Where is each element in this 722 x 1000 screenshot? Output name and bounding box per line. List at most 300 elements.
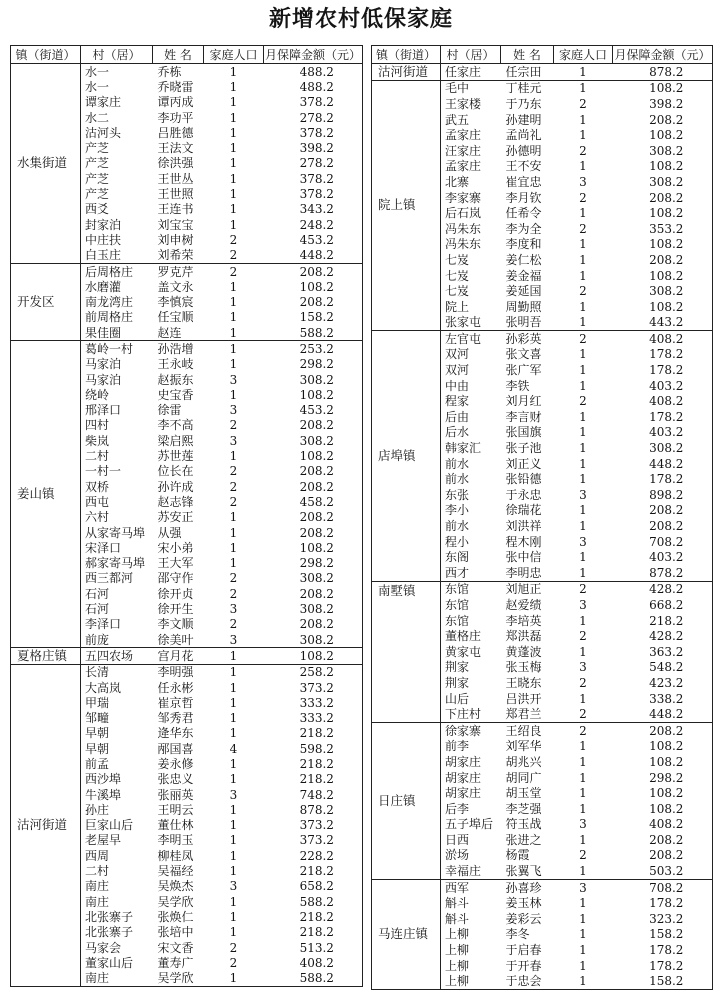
household-size-cell: 2 — [579, 394, 587, 409]
amount-cell: 178.2 — [649, 958, 684, 973]
name-cell: 姜永修 — [157, 757, 194, 771]
amount-cell: 333.2 — [299, 695, 334, 710]
household-size-cell: 1 — [229, 95, 238, 110]
amount-cell: 488.2 — [299, 64, 334, 79]
town-cell: 水集街道 — [11, 64, 81, 264]
name-cell: 孟尚礼 — [505, 128, 542, 143]
village-cell: 西沙埠 — [85, 772, 122, 787]
name-cell: 逄华东 — [157, 726, 194, 741]
name-cell: 程木刚 — [505, 534, 542, 549]
amount-cell: 408.2 — [299, 955, 334, 970]
village-cell: 沽河头 — [85, 125, 122, 140]
left-table-body — [11, 64, 363, 987]
town-cell: 沽河街道 — [11, 664, 81, 986]
village-cell: 后周格庄 — [81, 263, 153, 279]
amount-cell: 108.2 — [649, 237, 684, 252]
amount-cell: 178.2 — [649, 472, 684, 487]
name-cell: 孙喜珍 — [501, 879, 554, 895]
amount-cell: 108.2 — [649, 128, 684, 143]
name-cell: 刘旭正 — [501, 581, 554, 597]
name-cell: 徐开贞 — [157, 586, 194, 601]
village-cell: 白玉庄 — [85, 248, 122, 263]
name-cell: 吴焕杰 — [157, 879, 194, 894]
name-cell: 王世照 — [157, 187, 194, 202]
household-size-cell: 2 — [579, 629, 587, 644]
village-cell: 日西 — [445, 832, 470, 847]
header-village: 村（居） — [81, 46, 153, 64]
household-size-cell: 1 — [579, 503, 587, 518]
amount-cell: 108.2 — [264, 648, 363, 664]
town-cell: 院上镇 — [372, 80, 441, 331]
name-cell: 王不安 — [505, 159, 542, 174]
amount-cell: 428.2 — [649, 629, 684, 644]
amount-cell: 308.2 — [299, 433, 334, 448]
name-cell: 郑君兰 — [505, 707, 542, 722]
name-cell: 符玉战 — [505, 817, 542, 832]
name-cell: 丁桂元 — [501, 80, 554, 96]
amount-cell: 108.2 — [649, 159, 684, 174]
name-cell: 董寿广 — [157, 955, 194, 970]
name-cell: 刘洪祥 — [505, 519, 542, 534]
village-cell: 程小 — [445, 534, 470, 549]
household-size-cell: 1 — [229, 141, 238, 156]
village-cell: 水一 — [85, 79, 110, 94]
household-size-cell: 1 — [229, 802, 238, 817]
amount-cell: 108.2 — [649, 268, 684, 283]
village-cell: 北寨 — [445, 174, 470, 189]
village-cell: 董家山后 — [85, 955, 134, 970]
village-cell: 斛斗 — [445, 896, 470, 911]
village-cell: 左官屯 — [441, 331, 501, 347]
household-size-cell: 1 — [229, 510, 238, 525]
household-size-cell: 1 — [579, 363, 587, 378]
amount-cell: 278.2 — [299, 156, 334, 171]
amount-cell: 588.2 — [299, 325, 334, 340]
name-cell: 于启春 — [505, 943, 542, 958]
name-cell: 李言财 — [505, 409, 542, 424]
table-row — [11, 648, 363, 664]
name-cell: 李铁 — [505, 378, 530, 393]
name-cell: 胡兆兴 — [505, 754, 542, 769]
household-size-cell: 2 — [554, 331, 613, 347]
household-size-cell: 1 — [579, 159, 587, 174]
name-cell: 于忠会 — [505, 974, 542, 989]
town-cell: 日庄镇 — [372, 722, 441, 879]
name-cell: 赵志锋 — [157, 494, 194, 509]
name-cell: 王连书 — [157, 202, 194, 217]
village-cell: 六村 — [85, 510, 110, 525]
village-cell: 南龙湾庄 — [85, 295, 134, 310]
household-size-cell: 2 — [229, 418, 238, 433]
amount-cell: 363.2 — [649, 644, 684, 659]
household-size-cell: 1 — [229, 202, 238, 217]
village-cell: 孟家庄 — [445, 128, 482, 143]
household-size-cell: 1 — [229, 171, 238, 186]
village-cell: 幸福庄 — [445, 864, 482, 879]
name-cell: 赵爱绩 — [505, 597, 542, 612]
household-size-cell: 1 — [229, 833, 238, 848]
name-cell: 张焕仁 — [157, 909, 194, 924]
village-cell: 封家泊 — [85, 217, 122, 232]
household-size-cell: 1 — [579, 128, 587, 143]
amount-cell: 458.2 — [299, 494, 334, 509]
amount-cell: 378.2 — [299, 187, 334, 202]
household-size-cell: 1 — [579, 691, 587, 706]
household-size-cell: 3 — [579, 174, 587, 189]
village-cell: 老屋早 — [85, 833, 122, 848]
amount-cell: 278.2 — [299, 110, 334, 125]
amount-cell: 108.2 — [649, 754, 684, 769]
household-size-cell: 1 — [229, 279, 238, 294]
name-cell: 于永忠 — [505, 487, 542, 502]
name-cell: 张忠义 — [157, 772, 194, 787]
household-size-cell: 1 — [579, 425, 587, 440]
amount-cell: 308.2 — [649, 143, 684, 158]
name-cell: 李月钦 — [505, 190, 542, 205]
household-size-cell: 1 — [579, 206, 587, 221]
amount-cell: 403.2 — [649, 378, 684, 393]
village-cell: 巨家山后 — [85, 818, 134, 833]
amount-cell: 248.2 — [299, 217, 334, 232]
amount-cell: 208.2 — [299, 586, 334, 601]
name-cell: 孙彩英 — [501, 331, 554, 347]
name-cell: 姜延国 — [505, 284, 542, 299]
amount-cell: 208.2 — [299, 464, 334, 479]
village-cell: 黄家屯 — [445, 644, 482, 659]
household-size-cell: 1 — [579, 550, 587, 565]
amount-cell: 178.2 — [649, 943, 684, 958]
amount-cell: 298.2 — [299, 357, 334, 372]
name-cell: 李功平 — [157, 110, 194, 125]
household-size-cell: 1 — [229, 848, 238, 863]
amount-cell: 448.2 — [649, 456, 684, 471]
village-cell: 七岌 — [445, 252, 470, 267]
village-cell: 双河 — [445, 363, 470, 378]
header-village: 村（居） — [441, 46, 501, 64]
name-cell: 王绍良 — [501, 722, 554, 738]
amount-cell: 343.2 — [299, 202, 334, 217]
household-size-cell: 3 — [579, 817, 587, 832]
left-table — [10, 45, 363, 987]
name-cell: 张铅德 — [505, 472, 542, 487]
name-cell: 崔京哲 — [157, 695, 194, 710]
amount-cell: 488.2 — [299, 79, 334, 94]
name-cell: 张翼飞 — [505, 864, 542, 879]
village-cell: 北张寨子 — [85, 925, 134, 940]
amount-cell: 503.2 — [649, 864, 684, 879]
name-cell: 苏安正 — [157, 510, 194, 525]
household-size-cell: 1 — [229, 711, 238, 726]
village-cell: 甲瑞 — [85, 695, 110, 710]
village-cell: 绕岭 — [85, 387, 110, 402]
amount-cell: 208.2 — [649, 519, 684, 534]
name-cell: 李明忠 — [505, 565, 542, 580]
village-cell: 前庞 — [85, 632, 110, 647]
amount-cell: 218.2 — [299, 726, 334, 741]
amount-cell: 668.2 — [649, 597, 684, 612]
village-cell: 董格庄 — [445, 629, 482, 644]
name-cell: 张培中 — [157, 925, 194, 940]
name-cell: 李度和 — [505, 237, 542, 252]
village-cell: 上柳 — [445, 943, 470, 958]
household-size-cell: 3 — [579, 597, 587, 612]
amount-cell: 588.2 — [299, 894, 334, 909]
name-cell: 吴福经 — [157, 864, 194, 879]
amount-cell: 158.2 — [649, 927, 684, 942]
name-cell: 徐洪强 — [157, 156, 194, 171]
household-size-cell: 1 — [579, 927, 587, 942]
village-cell: 胡家庄 — [445, 770, 482, 785]
village-cell: 郝家寄马埠 — [85, 556, 146, 571]
amount-cell: 208.2 — [299, 479, 334, 494]
table-row — [11, 664, 363, 680]
amount-cell: 548.2 — [649, 660, 684, 675]
name-cell: 胡同广 — [505, 770, 542, 785]
amount-cell: 398.2 — [649, 96, 684, 111]
village-cell: 后石岚 — [445, 206, 482, 221]
village-cell: 西才 — [445, 565, 470, 580]
household-size-cell: 1 — [579, 252, 587, 267]
name-cell: 杨霞 — [505, 848, 530, 863]
household-size-cell: 2 — [554, 581, 613, 597]
household-size-cell: 1 — [579, 896, 587, 911]
household-size-cell: 1 — [579, 943, 587, 958]
household-size-cell: 1 — [229, 818, 238, 833]
village-cell: 二村 — [85, 449, 110, 464]
household-size-cell: 2 — [229, 479, 238, 494]
household-size-cell: 1 — [579, 472, 587, 487]
village-cell: 宋泽口 — [85, 540, 122, 555]
household-size-cell: 2 — [229, 586, 238, 601]
name-cell: 张丽英 — [157, 787, 194, 802]
village-cell: 李小 — [445, 503, 470, 518]
amount-cell: 408.2 — [649, 817, 684, 832]
right-table-body — [372, 64, 713, 990]
village-cell: 前水 — [445, 456, 470, 471]
household-size-cell: 1 — [579, 770, 587, 785]
household-size-cell: 1 — [579, 786, 587, 801]
household-size-cell: 1 — [579, 299, 587, 314]
village-cell: 谭家庄 — [85, 95, 122, 110]
household-size-cell: 1 — [579, 644, 587, 659]
name-cell: 李不高 — [157, 418, 194, 433]
village-cell: 邢泽口 — [85, 403, 122, 418]
village-cell: 产芝 — [85, 171, 110, 186]
name-cell: 王大军 — [157, 556, 194, 571]
household-size-cell: 3 — [229, 372, 238, 387]
village-cell: 早朝 — [85, 726, 110, 741]
name-cell: 任希令 — [505, 206, 542, 221]
name-cell: 刘月红 — [505, 394, 542, 409]
village-cell: 张家屯 — [445, 315, 482, 330]
household-size-cell: 1 — [229, 925, 238, 940]
name-cell: 张明吾 — [505, 315, 542, 330]
name-cell: 赵振东 — [157, 372, 194, 387]
household-size-cell: 1 — [579, 739, 587, 754]
name-cell: 张广军 — [505, 363, 542, 378]
village-cell: 中庄扶 — [85, 232, 122, 247]
amount-cell: 208.2 — [299, 525, 334, 540]
name-cell: 从强 — [157, 525, 182, 540]
village-cell: 南庄 — [85, 971, 110, 986]
household-size-cell: 1 — [579, 613, 587, 628]
household-size-cell: 1 — [579, 441, 587, 456]
village-cell: 西军 — [441, 879, 501, 895]
village-cell: 前李 — [445, 739, 470, 754]
name-cell: 刘申树 — [157, 232, 194, 247]
amount-cell: 373.2 — [299, 818, 334, 833]
village-cell: 七岌 — [445, 284, 470, 299]
village-cell: 石河 — [85, 586, 110, 601]
name-cell: 刘正义 — [505, 456, 542, 471]
name-cell: 郑洪磊 — [505, 629, 542, 644]
amount-cell: 878.2 — [649, 64, 684, 79]
amount-cell: 878.2 — [649, 565, 684, 580]
amount-cell: 108.2 — [649, 801, 684, 816]
village-cell: 双河 — [445, 347, 470, 362]
village-cell: 荆家 — [445, 675, 470, 690]
village-cell: 五子埠后 — [445, 817, 494, 832]
village-cell: 前水 — [445, 519, 470, 534]
name-cell: 宋小弟 — [157, 540, 194, 555]
village-cell: 后水 — [445, 425, 470, 440]
amount-cell: 403.2 — [649, 425, 684, 440]
household-size-cell: 1 — [229, 217, 238, 232]
village-cell: 七岌 — [445, 268, 470, 283]
header-name: 姓 名 — [153, 46, 204, 64]
amount-cell: 228.2 — [299, 848, 334, 863]
amount-cell: 108.2 — [649, 206, 684, 221]
header-monthly-amount: 月保障金额（元） — [614, 47, 711, 62]
household-size-cell: 3 — [579, 660, 587, 675]
table-row — [372, 331, 713, 347]
village-cell: 斛斗 — [445, 911, 470, 926]
town-cell: 店埠镇 — [372, 331, 441, 582]
amount-cell: 108.2 — [299, 387, 334, 402]
name-cell: 董仕林 — [157, 818, 194, 833]
table-row — [372, 64, 713, 81]
town-cell: 夏格庄镇 — [11, 648, 81, 664]
name-cell: 位长在 — [157, 464, 194, 479]
household-size-cell: 1 — [229, 125, 238, 140]
household-size-cell: 1 — [579, 911, 587, 926]
name-cell: 任宝顺 — [157, 310, 194, 325]
name-cell: 胡玉堂 — [505, 786, 542, 801]
header-town: 镇（街道） — [372, 46, 441, 64]
household-size-cell: 3 — [229, 787, 238, 802]
household-size-cell: 3 — [554, 879, 613, 895]
household-size-cell: 2 — [229, 940, 238, 955]
household-size-cell: 1 — [579, 519, 587, 534]
village-cell: 上柳 — [445, 927, 470, 942]
name-cell: 李慎宸 — [157, 295, 194, 310]
name-cell: 苏世莲 — [157, 449, 194, 464]
village-cell: 西爻 — [85, 202, 110, 217]
name-cell: 宋文香 — [157, 940, 194, 955]
name-cell: 梁启熙 — [157, 433, 194, 448]
name-cell: 于开春 — [505, 958, 542, 973]
town-cell: 马连庄镇 — [372, 879, 441, 989]
village-cell: 程家 — [445, 394, 470, 409]
household-size-cell: 1 — [229, 726, 238, 741]
household-size-cell: 1 — [579, 64, 587, 79]
amount-cell: 308.2 — [299, 372, 334, 387]
household-size-cell: 3 — [229, 602, 238, 617]
amount-cell: 218.2 — [299, 757, 334, 771]
village-cell: 王家楼 — [445, 96, 482, 111]
name-cell: 张中信 — [505, 550, 542, 565]
amount-cell: 453.2 — [299, 232, 334, 247]
village-cell: 西周 — [85, 848, 110, 863]
name-cell: 姜仁松 — [505, 252, 542, 267]
amount-cell: 208.2 — [649, 190, 684, 205]
amount-cell: 208.2 — [649, 503, 684, 518]
name-cell: 邴国喜 — [157, 741, 194, 756]
name-cell: 史宝香 — [157, 387, 194, 402]
amount-cell: 108.2 — [649, 739, 684, 754]
amount-cell: 708.2 — [613, 879, 713, 895]
village-cell: 产芝 — [85, 156, 110, 171]
village-cell: 五四农场 — [81, 648, 153, 664]
household-size-cell: 1 — [229, 894, 238, 909]
household-size-cell: 2 — [579, 96, 587, 111]
name-cell: 刘宝宝 — [157, 217, 194, 232]
table-row — [11, 64, 363, 80]
village-cell: 孙庄 — [85, 802, 110, 817]
amount-cell: 208.2 — [649, 112, 684, 127]
village-cell: 冯朱东 — [445, 237, 482, 252]
name-cell: 吕洪开 — [505, 691, 542, 706]
household-size-cell: 4 — [229, 741, 238, 756]
amount-cell: 408.2 — [613, 331, 713, 347]
household-size-cell: 1 — [579, 832, 587, 847]
amount-cell: 373.2 — [299, 680, 334, 695]
household-size-cell: 2 — [229, 232, 238, 247]
name-cell: 王晓东 — [505, 675, 542, 690]
table-row — [372, 581, 713, 597]
household-size-cell: 1 — [579, 958, 587, 973]
name-cell: 邹秀君 — [157, 711, 194, 726]
household-size-cell: 1 — [579, 409, 587, 424]
household-size-cell: 2 — [579, 143, 587, 158]
village-cell: 后由 — [445, 409, 470, 424]
household-size-cell: 3 — [579, 534, 587, 549]
household-size-cell: 2 — [229, 571, 238, 586]
name-cell: 李为全 — [505, 221, 542, 236]
village-cell: 毛中 — [441, 80, 501, 96]
name-cell: 孙浩增 — [153, 341, 204, 357]
village-cell: 任家庄 — [445, 64, 482, 79]
household-size-cell: 1 — [554, 80, 613, 96]
household-size-cell: 2 — [229, 955, 238, 970]
village-cell: 孟家庄 — [445, 159, 482, 174]
village-cell: 邹疃 — [85, 711, 110, 726]
household-size-cell: 2 — [579, 675, 587, 690]
village-cell: 双桥 — [85, 479, 110, 494]
amount-cell: 208.2 — [649, 832, 684, 847]
name-cell: 孙建明 — [505, 112, 542, 127]
village-cell: 上柳 — [445, 958, 470, 973]
household-size-cell: 1 — [229, 110, 238, 125]
household-size-cell: 1 — [229, 295, 238, 310]
household-size-cell: 1 — [204, 341, 264, 357]
village-cell: 东阁 — [445, 550, 470, 565]
amount-cell: 338.2 — [649, 691, 684, 706]
household-size-cell: 1 — [229, 325, 238, 340]
amount-cell: 708.2 — [649, 534, 684, 549]
amount-cell: 308.2 — [299, 571, 334, 586]
village-cell: 山后 — [445, 691, 470, 706]
